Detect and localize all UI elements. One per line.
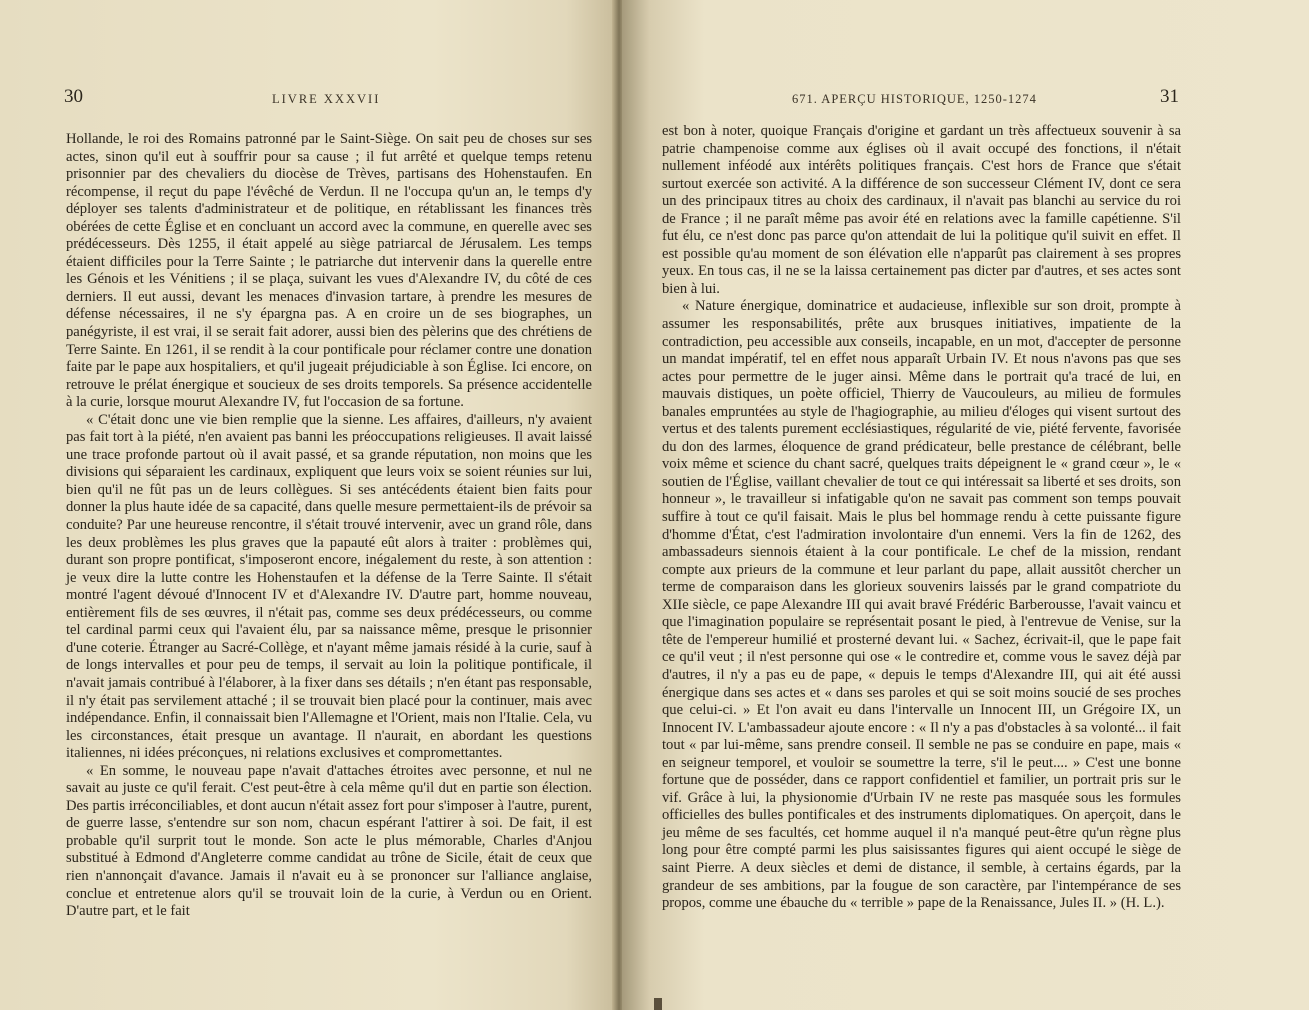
paragraph: « En somme, le nouveau pape n'avait d'attaches étroites avec personne, et nul ne savait au juste ce qu'il ferait. C'est peut-être à cela même qu'il dut en partie son élection. Des partis irréconciliables, et dont aucun n'était assez fort pour s'imposer à l'autre, purent, de guerre lasse, s'entendre sur son nom, chacun espérant l'attirer à soi. De fait, il est probable qu'il surprit tout le monde. Son acte le plus mémorable, Charles d'Anjou substitué à Edmond d'Angleterre comme candidat au trône de Sicile, était de ceux que rien n'annonçait d'avance. Jamais il n'avait eu à se prononcer sur l'alliance anglaise, conclue et entretenue alors qu'il se trouvait loin de la curie, à Verdun ou en Orient. D'autre part, et le fait xyxy=(66,762,592,920)
left-page-body xyxy=(66,131,592,921)
right-running-head: 671. APERÇU HISTORIQUE, 1250-1274 xyxy=(792,92,1037,106)
paragraph: Hollande, le roi des Romains patronné par le Saint-Siège. On sait peu de choses sur ses actes, sinon qu'il eut à souffrir pour sa cause ; il fut arrêté et quelque temps retenu prisonnier par des chevaliers du diocèse de Trèves, partisans des Hohenstaufen. En récompense, il reçut du pape l'évêché de Verdun. Il ne l'occupa qu'un an, le temps d'y déployer ses talents d'administrateur et de politique, en rétablissant les finances très obérées de cette Église et en concluant un accord avec la commune, en querelle avec ses prédécesseurs. Dès 1255, il était appelé au siège patriarcal de Jérusalem. Les temps étaient difficiles pour la Terre Sainte ; le patriarche dut intervenir dans la querelle entre les Génois et les Vénitiens ; il se plaça, suivant les vues d'Alexandre IV, du côté de ces derniers. Il eut aussi, devant les menaces d'invasion tartare, à prendre les mesures de défense nécessaires, il ne s'y épargna pas. A en croire un de ses biographes, un panégyriste, il est vrai, il se serait fait adorer, aussi bien des pèlerins que des chrétiens de Terre Sainte. En 1261, il se rendit à la cour pontificale pour réclamer contre une donation faite par le pape aux hospitaliers, et qu'il jugeait préjudiciable à son Église. Ici encore, on retrouve le prélat énergique et soucieux de ses droits temporels. Sa présence accidentelle à la curie, lorsque mourut Alexandre IV, fut l'occasion de sa fortune. xyxy=(66,131,592,411)
right-page xyxy=(622,0,1309,1010)
paragraph: est bon à noter, quoique Français d'origine et gardant un très affectueux souvenir à sa patrie champenoise comme aux églises où il avait occupé des fonctions, il n'était nullement inféodé aux intérêts politiques français. C'est hors de France que s'était surtout exercée son activité. A la différence de son successeur Clément IV, dont ce sera un des principaux titres au choix des cardinaux, il n'avait pas blanchi au service du roi de France ; il ne paraît même pas avoir été en relations avec la famille capétienne. S'il fut élu, ce n'est donc pas parce qu'on attendait de lui la politique qu'il suivit en effet. Il est possible qu'au moment de son élévation elle n'apparût pas clairement à ses propres yeux. En tous cas, il ne se la laissa certainement pas dicter par d'autres, et ses actes sont bien à lui. xyxy=(662,123,1181,297)
right-page-number: 31 xyxy=(1160,86,1179,107)
left-page xyxy=(0,0,615,1010)
paragraph: « Nature énergique, dominatrice et audacieuse, inflexible sur son droit, prompte à assumer les responsabilités, prête aux brusques initiatives, impatiente de la contradiction, peu accessible aux conseils, incapable, en un mot, d'accepter de personne un mandat impératif, tel en effet nous apparaît Urbain IV. Et nous n'avons pas que ses actes pour permettre de le juger ainsi. Même dans le portrait qu'a tracé de lui, en mauvais distiques, un poète officiel, Thierry de Vaucouleurs, au milieu de formules banales empruntées au style de l'hagiographie, au milieu d'éloges qui visent surtout des vertus et des talents purement ecclésiastiques, régularité de vie, piété fervente, favorisée du don des larmes, éloquence de grand prédicateur, belle prestance de célébrant, belle voix même et science du chant sacré, quelques traits dépeignent le « grand cœur », le « soutien de l'Église, vaillant chevalier de tout ce qui intéressait sa liberté et ses droits, son honneur », le travailleur si infatigable qu'on ne savait pas comment son temps pouvait suffire à tout ce qu'il faisait. Mais le plus bel hommage rendu à cette puissante figure d'homme d'État, c'est l'admiration involontaire d'un ennemi. Vers la fin de 1262, des ambassadeurs siennois étaient à la cour pontificale. Le chef de la mission, rendant compte aux prieurs de la commune et leur parlant du pape, allait aussitôt chercher un terme de comparaison dans les glorieux souvenirs laissés par le grand compatriote du XIIe siècle, ce pape Alexandre III qui avait bravé Frédéric Barberousse, l'avait vaincu et que l'imagination populaire se représentait posant le pied, à l'entrevue de Venise, sur la tête de l'empereur humilié et prosterné devant lui. « Sachez, écrivait-il, que le pape fait ce qu'il veut ; il n'est personne qui ose « le contredire et, comme vous le savez déjà par d'autres, il n'y a pas eu de pape, « depuis le temps d'Alexandre III, qui ait été aussi énergique dans ses actes et « dans ses paroles et qui se soit moins soucié de ses proches que celui-ci. » Et l'on avait eu dans l'intervalle un Innocent III, un Grégoire IX, un Innocent IV. L'ambassadeur ajoute encore : « Il n'y a pas d'obstacles à sa volonté... il fait tout « par lui-même, sans prendre conseil. Il semble ne pas se conduire en pape, mais « en seigneur temporel, et vouloir se soumettre la terre, s'il le peut.... » C'est une bonne fortune que de posséder, dans ce rapport confidentiel et familier, un portrait pris sur le vif. Grâce à lui, la physionomie d'Urbain IV ne reste pas masquée sous les formules officielles des bulles pontificales et des instruments diplomatiques. On aperçoit, dans le jeu même de ses facultés, cet homme auquel il n'a manqué peut-être qu'un règne plus long pour être compté parmi les plus saisissantes figures qui aient occupé le siège de saint Pierre. A deux siècles et demi de distance, il semble, à certains égards, par la grandeur de ses ambitions, par la fougue de son caractère, par l'intempérance de ses propos, comme une ébauche du « terrible » pape de la Renaissance, Jules II. » (H. L.). xyxy=(662,298,1181,912)
right-page-body xyxy=(662,123,1181,913)
page-edge-mark xyxy=(654,998,662,1010)
left-page-number: 30 xyxy=(64,86,83,107)
left-running-head: LIVRE XXXVII xyxy=(272,92,381,106)
paragraph: « C'était donc une vie bien remplie que la sienne. Les affaires, d'ailleurs, n'y avaient pas fait tort à la piété, n'en avaient pas banni les préoccupations religieuses. Il avait laissé une trace profonde partout où il avait passé, et sa grande réputation, non moins que les divisions qui séparaient les cardinaux, expliquent que leurs voix se soient réunies sur lui, bien qu'il ne fût pas un de leurs collègues. Si ses antécédents étaient bien faits pour donner la plus haute idée de sa capacité, dans quelle mesure permettaient-ils de prévoir sa conduite? Par une heureuse rencontre, il s'était trouvé intervenir, avec un grand rôle, dans les deux problèmes les plus graves que la papauté eût alors à traiter : problèmes qui, durant son propre pontificat, s'imposeront encore, inégalement du reste, à son attention : je veux dire la lutte contre les Hohenstaufen et la défense de la Terre Sainte. Il s'était montré l'agent dévoué d'Innocent IV et d'Alexandre IV. D'autre part, homme nouveau, entièrement fils de ses œuvres, il n'était pas, comme ses deux prédécesseurs, ou comme tel cardinal parmi ceux qui l'avaient élu, par sa naissance même, presque le prisonnier d'une coterie. Étranger au Sacré-Collège, et n'ayant même jamais résidé à la curie, sauf à de longs intervalles et pour peu de temps, il servait au loin la politique pontificale, il n'avait jamais contribué à l'élaborer, à la fixer dans ses détails ; n'en étant pas responsable, il n'y était pas servilement attaché ; il se trouvait bien placé pour la continuer, mais avec indépendance. Enfin, il connaissait bien l'Allemagne et l'Orient, mais non l'Italie. Cela, vu les circonstances, était presque un avantage. Il n'aurait, en abordant les questions italiennes, ni idées préconçues, ni relations exclusives et compromettantes. xyxy=(66,411,592,762)
